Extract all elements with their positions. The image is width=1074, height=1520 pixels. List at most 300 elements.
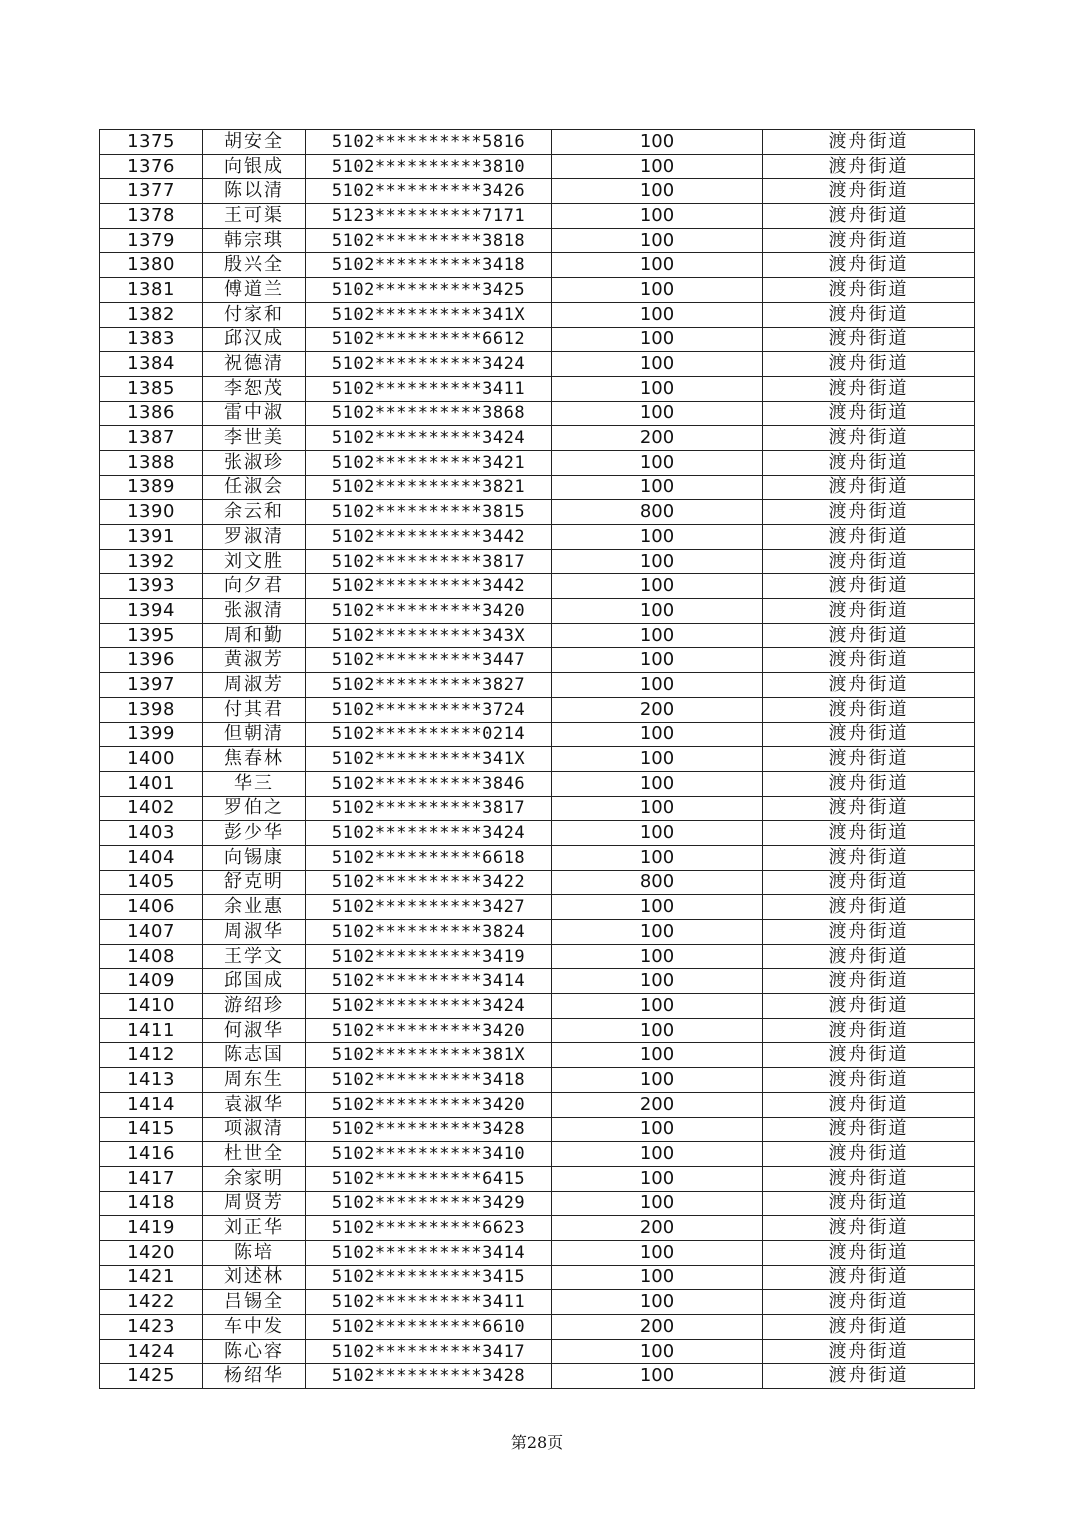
serial-number-cell: 1420 xyxy=(100,1240,203,1265)
amount-cell: 100 xyxy=(552,130,763,155)
id-number-cell: 5102**********3414 xyxy=(306,1240,552,1265)
subdistrict-cell: 渡舟街道 xyxy=(763,845,975,870)
amount-cell: 200 xyxy=(552,1092,763,1117)
subdistrict-cell: 渡舟街道 xyxy=(763,302,975,327)
amount-cell: 100 xyxy=(552,920,763,945)
amount-cell: 800 xyxy=(552,500,763,525)
subsidy-list-table-wrapper xyxy=(99,129,974,1389)
name-cell: 杜世全 xyxy=(203,1142,306,1167)
table-row xyxy=(100,920,975,945)
name-cell: 李世美 xyxy=(203,426,306,451)
subdistrict-cell: 渡舟街道 xyxy=(763,352,975,377)
id-number-cell: 5102**********3428 xyxy=(306,1117,552,1142)
id-number-cell: 5102**********3817 xyxy=(306,549,552,574)
id-number-cell: 5102**********3410 xyxy=(306,1142,552,1167)
subdistrict-cell: 渡舟街道 xyxy=(763,648,975,673)
serial-number-cell: 1412 xyxy=(100,1043,203,1068)
table-row xyxy=(100,228,975,253)
id-number-cell: 5102**********3424 xyxy=(306,994,552,1019)
serial-number-cell: 1395 xyxy=(100,623,203,648)
table-row xyxy=(100,845,975,870)
subdistrict-cell: 渡舟街道 xyxy=(763,1191,975,1216)
name-cell: 刘述林 xyxy=(203,1265,306,1290)
subdistrict-cell: 渡舟街道 xyxy=(763,450,975,475)
id-number-cell: 5102**********3817 xyxy=(306,796,552,821)
subdistrict-cell: 渡舟街道 xyxy=(763,1216,975,1241)
subdistrict-cell: 渡舟街道 xyxy=(763,1315,975,1340)
serial-number-cell: 1398 xyxy=(100,697,203,722)
table-row xyxy=(100,204,975,229)
id-number-cell: 5102**********3422 xyxy=(306,870,552,895)
serial-number-cell: 1409 xyxy=(100,969,203,994)
name-cell: 焦春林 xyxy=(203,747,306,772)
amount-cell: 200 xyxy=(552,1216,763,1241)
subdistrict-cell: 渡舟街道 xyxy=(763,920,975,945)
id-number-cell: 5102**********6612 xyxy=(306,327,552,352)
subdistrict-cell: 渡舟街道 xyxy=(763,426,975,451)
subdistrict-cell: 渡舟街道 xyxy=(763,747,975,772)
serial-number-cell: 1381 xyxy=(100,278,203,303)
table-row xyxy=(100,722,975,747)
serial-number-cell: 1414 xyxy=(100,1092,203,1117)
id-number-cell: 5102**********341X xyxy=(306,302,552,327)
name-cell: 向锡康 xyxy=(203,845,306,870)
amount-cell: 200 xyxy=(552,1315,763,1340)
serial-number-cell: 1397 xyxy=(100,673,203,698)
amount-cell: 100 xyxy=(552,599,763,624)
serial-number-cell: 1425 xyxy=(100,1364,203,1389)
id-number-cell: 5102**********341X xyxy=(306,747,552,772)
name-cell: 邱汉成 xyxy=(203,327,306,352)
table-row xyxy=(100,1043,975,1068)
id-number-cell: 5102**********3424 xyxy=(306,426,552,451)
serial-number-cell: 1422 xyxy=(100,1290,203,1315)
subdistrict-cell: 渡舟街道 xyxy=(763,944,975,969)
subdistrict-cell: 渡舟街道 xyxy=(763,697,975,722)
subdistrict-cell: 渡舟街道 xyxy=(763,278,975,303)
name-cell: 舒克明 xyxy=(203,870,306,895)
subdistrict-cell: 渡舟街道 xyxy=(763,525,975,550)
id-number-cell: 5123**********7171 xyxy=(306,204,552,229)
subdistrict-cell: 渡舟街道 xyxy=(763,154,975,179)
serial-number-cell: 1416 xyxy=(100,1142,203,1167)
subdistrict-cell: 渡舟街道 xyxy=(763,1043,975,1068)
id-number-cell: 5102**********3417 xyxy=(306,1339,552,1364)
subdistrict-cell: 渡舟街道 xyxy=(763,1339,975,1364)
name-cell: 周淑芳 xyxy=(203,673,306,698)
subdistrict-cell: 渡舟街道 xyxy=(763,228,975,253)
table-row xyxy=(100,475,975,500)
subdistrict-cell: 渡舟街道 xyxy=(763,994,975,1019)
table-row xyxy=(100,1315,975,1340)
amount-cell: 100 xyxy=(552,401,763,426)
amount-cell: 100 xyxy=(552,623,763,648)
serial-number-cell: 1402 xyxy=(100,796,203,821)
table-row xyxy=(100,500,975,525)
subdistrict-cell: 渡舟街道 xyxy=(763,771,975,796)
serial-number-cell: 1394 xyxy=(100,599,203,624)
amount-cell: 100 xyxy=(552,821,763,846)
amount-cell: 100 xyxy=(552,1018,763,1043)
serial-number-cell: 1407 xyxy=(100,920,203,945)
name-cell: 向夕君 xyxy=(203,574,306,599)
serial-number-cell: 1382 xyxy=(100,302,203,327)
subdistrict-cell: 渡舟街道 xyxy=(763,179,975,204)
serial-number-cell: 1415 xyxy=(100,1117,203,1142)
amount-cell: 100 xyxy=(552,1364,763,1389)
id-number-cell: 5102**********3414 xyxy=(306,969,552,994)
subdistrict-cell: 渡舟街道 xyxy=(763,599,975,624)
table-row xyxy=(100,574,975,599)
subdistrict-cell: 渡舟街道 xyxy=(763,895,975,920)
amount-cell: 100 xyxy=(552,1166,763,1191)
id-number-cell: 5102**********3424 xyxy=(306,352,552,377)
id-number-cell: 5102**********3420 xyxy=(306,1018,552,1043)
amount-cell: 100 xyxy=(552,179,763,204)
id-number-cell: 5102**********3810 xyxy=(306,154,552,179)
id-number-cell: 5102**********3846 xyxy=(306,771,552,796)
subdistrict-cell: 渡舟街道 xyxy=(763,1364,975,1389)
id-number-cell: 5102**********6415 xyxy=(306,1166,552,1191)
name-cell: 游绍珍 xyxy=(203,994,306,1019)
serial-number-cell: 1376 xyxy=(100,154,203,179)
table-row xyxy=(100,1018,975,1043)
amount-cell: 100 xyxy=(552,845,763,870)
name-cell: 余业惠 xyxy=(203,895,306,920)
id-number-cell: 5102**********3418 xyxy=(306,253,552,278)
name-cell: 项淑清 xyxy=(203,1117,306,1142)
name-cell: 张淑清 xyxy=(203,599,306,624)
id-number-cell: 5102**********3411 xyxy=(306,376,552,401)
table-row xyxy=(100,796,975,821)
name-cell: 罗伯之 xyxy=(203,796,306,821)
table-row xyxy=(100,352,975,377)
serial-number-cell: 1390 xyxy=(100,500,203,525)
amount-cell: 100 xyxy=(552,796,763,821)
table-row xyxy=(100,821,975,846)
name-cell: 但朝清 xyxy=(203,722,306,747)
subdistrict-cell: 渡舟街道 xyxy=(763,673,975,698)
name-cell: 何淑华 xyxy=(203,1018,306,1043)
subdistrict-cell: 渡舟街道 xyxy=(763,1142,975,1167)
name-cell: 陈以清 xyxy=(203,179,306,204)
table-row xyxy=(100,253,975,278)
subdistrict-cell: 渡舟街道 xyxy=(763,549,975,574)
id-number-cell: 5102**********3724 xyxy=(306,697,552,722)
id-number-cell: 5102**********3426 xyxy=(306,179,552,204)
amount-cell: 100 xyxy=(552,450,763,475)
serial-number-cell: 1421 xyxy=(100,1265,203,1290)
id-number-cell: 5102**********3418 xyxy=(306,1068,552,1093)
amount-cell: 100 xyxy=(552,278,763,303)
serial-number-cell: 1389 xyxy=(100,475,203,500)
table-row xyxy=(100,1216,975,1241)
id-number-cell: 5102**********3821 xyxy=(306,475,552,500)
name-cell: 周和勤 xyxy=(203,623,306,648)
table-row xyxy=(100,179,975,204)
serial-number-cell: 1400 xyxy=(100,747,203,772)
table-row xyxy=(100,1339,975,1364)
name-cell: 华三 xyxy=(203,771,306,796)
table-row xyxy=(100,1191,975,1216)
table-row xyxy=(100,1117,975,1142)
id-number-cell: 5102**********3442 xyxy=(306,574,552,599)
id-number-cell: 5102**********3815 xyxy=(306,500,552,525)
name-cell: 周东生 xyxy=(203,1068,306,1093)
serial-number-cell: 1403 xyxy=(100,821,203,846)
table-row xyxy=(100,697,975,722)
name-cell: 殷兴全 xyxy=(203,253,306,278)
serial-number-cell: 1418 xyxy=(100,1191,203,1216)
name-cell: 张淑珍 xyxy=(203,450,306,475)
id-number-cell: 5102**********381X xyxy=(306,1043,552,1068)
subdistrict-cell: 渡舟街道 xyxy=(763,1240,975,1265)
table-row xyxy=(100,969,975,994)
subdistrict-cell: 渡舟街道 xyxy=(763,574,975,599)
amount-cell: 100 xyxy=(552,549,763,574)
amount-cell: 100 xyxy=(552,994,763,1019)
table-row xyxy=(100,895,975,920)
serial-number-cell: 1375 xyxy=(100,130,203,155)
table-row xyxy=(100,1290,975,1315)
subdistrict-cell: 渡舟街道 xyxy=(763,1265,975,1290)
table-row xyxy=(100,450,975,475)
subdistrict-cell: 渡舟街道 xyxy=(763,821,975,846)
subdistrict-cell: 渡舟街道 xyxy=(763,327,975,352)
name-cell: 李恕茂 xyxy=(203,376,306,401)
id-number-cell: 5102**********0214 xyxy=(306,722,552,747)
id-number-cell: 5102**********3419 xyxy=(306,944,552,969)
id-number-cell: 5102**********3415 xyxy=(306,1265,552,1290)
table-row xyxy=(100,376,975,401)
name-cell: 付其君 xyxy=(203,697,306,722)
subdistrict-cell: 渡舟街道 xyxy=(763,401,975,426)
id-number-cell: 5102**********3424 xyxy=(306,821,552,846)
subdistrict-cell: 渡舟街道 xyxy=(763,1092,975,1117)
name-cell: 黄淑芳 xyxy=(203,648,306,673)
table-row xyxy=(100,302,975,327)
table-row xyxy=(100,327,975,352)
amount-cell: 100 xyxy=(552,1043,763,1068)
serial-number-cell: 1411 xyxy=(100,1018,203,1043)
id-number-cell: 5102**********3420 xyxy=(306,1092,552,1117)
table-row xyxy=(100,1166,975,1191)
serial-number-cell: 1377 xyxy=(100,179,203,204)
table-row xyxy=(100,154,975,179)
name-cell: 周淑华 xyxy=(203,920,306,945)
amount-cell: 100 xyxy=(552,648,763,673)
name-cell: 陈培 xyxy=(203,1240,306,1265)
table-row xyxy=(100,1265,975,1290)
amount-cell: 100 xyxy=(552,1240,763,1265)
serial-number-cell: 1387 xyxy=(100,426,203,451)
amount-cell: 100 xyxy=(552,253,763,278)
serial-number-cell: 1404 xyxy=(100,845,203,870)
name-cell: 傅道兰 xyxy=(203,278,306,303)
amount-cell: 100 xyxy=(552,722,763,747)
id-number-cell: 5102**********3411 xyxy=(306,1290,552,1315)
subdistrict-cell: 渡舟街道 xyxy=(763,1018,975,1043)
table-row xyxy=(100,599,975,624)
subdistrict-cell: 渡舟街道 xyxy=(763,870,975,895)
subdistrict-cell: 渡舟街道 xyxy=(763,796,975,821)
amount-cell: 100 xyxy=(552,1290,763,1315)
table-row xyxy=(100,994,975,1019)
amount-cell: 100 xyxy=(552,1265,763,1290)
table-row xyxy=(100,1240,975,1265)
amount-cell: 100 xyxy=(552,376,763,401)
id-number-cell: 5102**********3818 xyxy=(306,228,552,253)
subdistrict-cell: 渡舟街道 xyxy=(763,1068,975,1093)
serial-number-cell: 1386 xyxy=(100,401,203,426)
id-number-cell: 5102**********6610 xyxy=(306,1315,552,1340)
serial-number-cell: 1406 xyxy=(100,895,203,920)
subdistrict-cell: 渡舟街道 xyxy=(763,1117,975,1142)
id-number-cell: 5102**********3868 xyxy=(306,401,552,426)
serial-number-cell: 1380 xyxy=(100,253,203,278)
id-number-cell: 5102**********3447 xyxy=(306,648,552,673)
name-cell: 周贤芳 xyxy=(203,1191,306,1216)
subdistrict-cell: 渡舟街道 xyxy=(763,623,975,648)
amount-cell: 100 xyxy=(552,475,763,500)
amount-cell: 100 xyxy=(552,327,763,352)
serial-number-cell: 1401 xyxy=(100,771,203,796)
amount-cell: 100 xyxy=(552,969,763,994)
serial-number-cell: 1378 xyxy=(100,204,203,229)
name-cell: 刘文胜 xyxy=(203,549,306,574)
table-row xyxy=(100,870,975,895)
name-cell: 雷中淑 xyxy=(203,401,306,426)
table-row xyxy=(100,525,975,550)
name-cell: 刘正华 xyxy=(203,1216,306,1241)
serial-number-cell: 1399 xyxy=(100,722,203,747)
subdistrict-cell: 渡舟街道 xyxy=(763,1290,975,1315)
table-body xyxy=(100,130,975,1389)
table-row xyxy=(100,673,975,698)
table-row xyxy=(100,1142,975,1167)
serial-number-cell: 1410 xyxy=(100,994,203,1019)
amount-cell: 100 xyxy=(552,673,763,698)
name-cell: 韩宗琪 xyxy=(203,228,306,253)
name-cell: 余云和 xyxy=(203,500,306,525)
page-number: 第28页 xyxy=(510,1433,564,1452)
table-row xyxy=(100,1364,975,1389)
table-row xyxy=(100,426,975,451)
table-row xyxy=(100,130,975,155)
amount-cell: 100 xyxy=(552,1142,763,1167)
id-number-cell: 5102**********5816 xyxy=(306,130,552,155)
amount-cell: 100 xyxy=(552,574,763,599)
serial-number-cell: 1413 xyxy=(100,1068,203,1093)
subdistrict-cell: 渡舟街道 xyxy=(763,204,975,229)
amount-cell: 100 xyxy=(552,352,763,377)
name-cell: 罗淑清 xyxy=(203,525,306,550)
name-cell: 胡安全 xyxy=(203,130,306,155)
amount-cell: 100 xyxy=(552,228,763,253)
name-cell: 王可渠 xyxy=(203,204,306,229)
name-cell: 彭少华 xyxy=(203,821,306,846)
amount-cell: 100 xyxy=(552,895,763,920)
serial-number-cell: 1379 xyxy=(100,228,203,253)
serial-number-cell: 1388 xyxy=(100,450,203,475)
id-number-cell: 5102**********343X xyxy=(306,623,552,648)
name-cell: 陈心容 xyxy=(203,1339,306,1364)
id-number-cell: 5102**********3427 xyxy=(306,895,552,920)
amount-cell: 100 xyxy=(552,747,763,772)
amount-cell: 100 xyxy=(552,525,763,550)
table-row xyxy=(100,747,975,772)
serial-number-cell: 1393 xyxy=(100,574,203,599)
table-row xyxy=(100,278,975,303)
serial-number-cell: 1383 xyxy=(100,327,203,352)
name-cell: 车中发 xyxy=(203,1315,306,1340)
amount-cell: 200 xyxy=(552,697,763,722)
table-row xyxy=(100,648,975,673)
table-row xyxy=(100,1092,975,1117)
name-cell: 余家明 xyxy=(203,1166,306,1191)
serial-number-cell: 1424 xyxy=(100,1339,203,1364)
serial-number-cell: 1392 xyxy=(100,549,203,574)
subsidy-list-table xyxy=(99,129,975,1389)
id-number-cell: 5102**********3421 xyxy=(306,450,552,475)
amount-cell: 800 xyxy=(552,870,763,895)
subdistrict-cell: 渡舟街道 xyxy=(763,1166,975,1191)
id-number-cell: 5102**********3428 xyxy=(306,1364,552,1389)
serial-number-cell: 1396 xyxy=(100,648,203,673)
table-row xyxy=(100,771,975,796)
id-number-cell: 5102**********3442 xyxy=(306,525,552,550)
subdistrict-cell: 渡舟街道 xyxy=(763,253,975,278)
subdistrict-cell: 渡舟街道 xyxy=(763,130,975,155)
amount-cell: 100 xyxy=(552,204,763,229)
serial-number-cell: 1419 xyxy=(100,1216,203,1241)
subdistrict-cell: 渡舟街道 xyxy=(763,500,975,525)
table-row xyxy=(100,549,975,574)
name-cell: 袁淑华 xyxy=(203,1092,306,1117)
amount-cell: 100 xyxy=(552,1117,763,1142)
id-number-cell: 5102**********6618 xyxy=(306,845,552,870)
amount-cell: 100 xyxy=(552,771,763,796)
id-number-cell: 5102**********3824 xyxy=(306,920,552,945)
table-row xyxy=(100,1068,975,1093)
amount-cell: 200 xyxy=(552,426,763,451)
amount-cell: 100 xyxy=(552,1068,763,1093)
name-cell: 向银成 xyxy=(203,154,306,179)
serial-number-cell: 1385 xyxy=(100,376,203,401)
serial-number-cell: 1384 xyxy=(100,352,203,377)
serial-number-cell: 1405 xyxy=(100,870,203,895)
id-number-cell: 5102**********3827 xyxy=(306,673,552,698)
id-number-cell: 5102**********3429 xyxy=(306,1191,552,1216)
name-cell: 付家和 xyxy=(203,302,306,327)
id-number-cell: 5102**********6623 xyxy=(306,1216,552,1241)
serial-number-cell: 1391 xyxy=(100,525,203,550)
table-row xyxy=(100,623,975,648)
name-cell: 祝德清 xyxy=(203,352,306,377)
amount-cell: 100 xyxy=(552,1191,763,1216)
name-cell: 陈志国 xyxy=(203,1043,306,1068)
subdistrict-cell: 渡舟街道 xyxy=(763,969,975,994)
name-cell: 邱国成 xyxy=(203,969,306,994)
serial-number-cell: 1417 xyxy=(100,1166,203,1191)
amount-cell: 100 xyxy=(552,1339,763,1364)
amount-cell: 100 xyxy=(552,944,763,969)
serial-number-cell: 1408 xyxy=(100,944,203,969)
serial-number-cell: 1423 xyxy=(100,1315,203,1340)
subdistrict-cell: 渡舟街道 xyxy=(763,475,975,500)
table-row xyxy=(100,401,975,426)
subdistrict-cell: 渡舟街道 xyxy=(763,722,975,747)
